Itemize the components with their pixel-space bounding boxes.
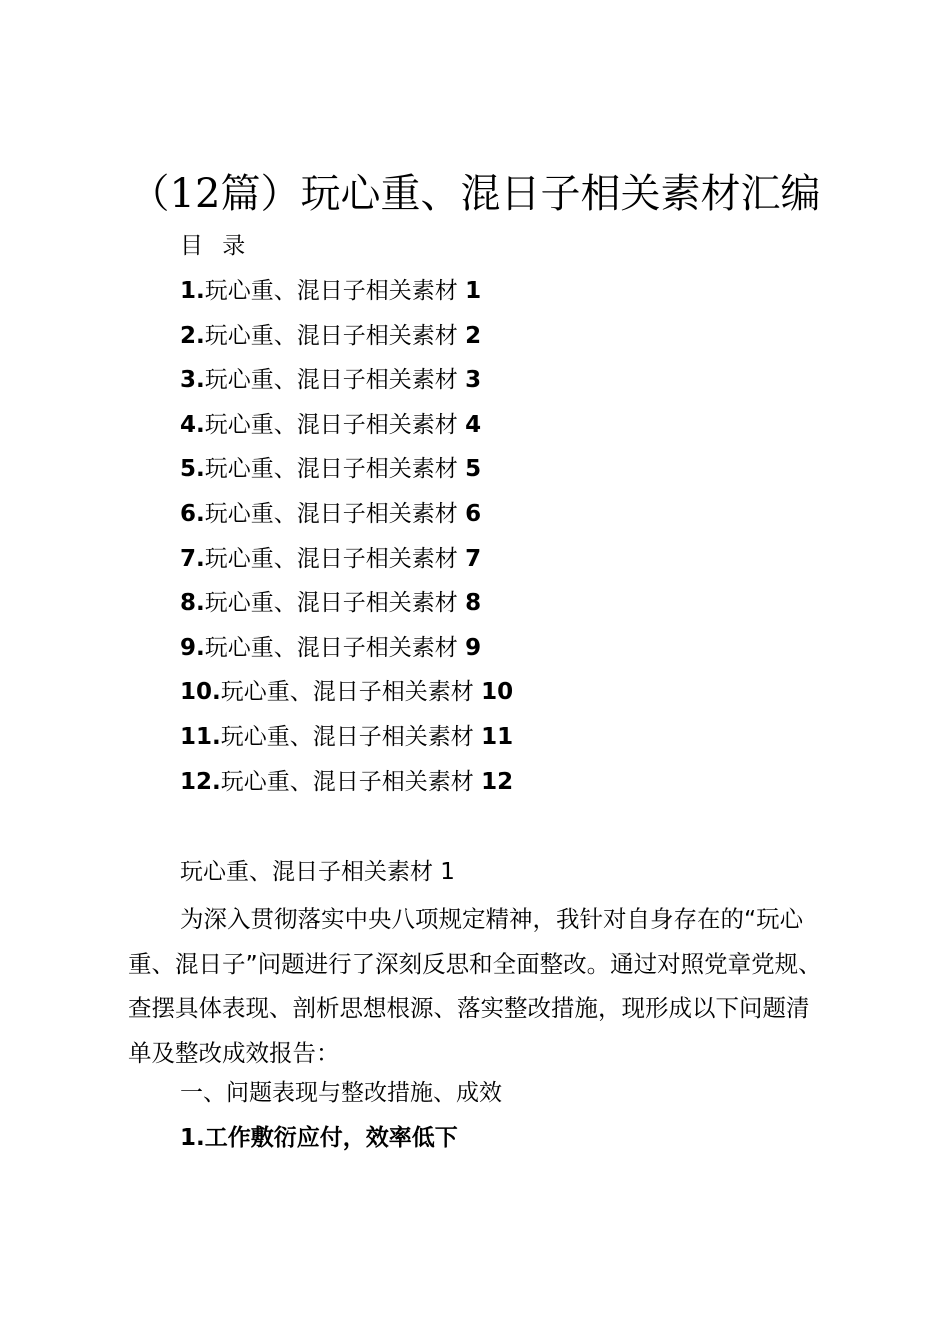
toc-item-page: 3 [465, 367, 482, 394]
toc-item-page: 1 [465, 278, 482, 304]
toc-item-number: 12. [180, 768, 221, 795]
toc-item[interactable] [180, 542, 513, 587]
point-heading: 1.工作敷衍应付，效率低下 [180, 1125, 458, 1151]
toc-item[interactable] [180, 319, 513, 364]
toc-item-page: 11 [481, 723, 514, 750]
toc-item-text: 玩心重、混日子相关素材 [220, 723, 474, 750]
toc-item-number: 6. [180, 500, 205, 527]
toc-item-number: 4. [180, 411, 205, 438]
toc-item-text: 玩心重、混日子相关素材 [204, 590, 458, 617]
toc-item[interactable] [180, 586, 513, 631]
toc-item-number: 1. [180, 278, 205, 304]
toc-item-page: 2 [465, 322, 482, 349]
toc-item[interactable] [180, 408, 513, 453]
toc-item-text: 玩心重、混日子相关素材 [220, 679, 474, 706]
toc-item-text: 玩心重、混日子相关素材 [204, 278, 458, 304]
toc-item-text: 玩心重、混日子相关素材 [204, 411, 458, 438]
toc-item-text: 玩心重、混日子相关素材 [204, 322, 458, 349]
toc-item-number: 7. [180, 545, 205, 572]
section-title: 玩心重、混日子相关素材 1 [180, 859, 455, 885]
toc-item-page: 10 [481, 679, 514, 706]
toc-item-text: 玩心重、混日子相关素材 [204, 456, 458, 483]
toc-item[interactable] [180, 497, 513, 542]
toc-item[interactable] [180, 363, 513, 408]
toc-item-text: 玩心重、混日子相关素材 [204, 367, 458, 394]
toc-item-page: 5 [465, 456, 482, 483]
toc-item-text: 玩心重、混日子相关素材 [204, 545, 458, 572]
toc-item-number: 3. [180, 367, 205, 394]
toc-item-text: 玩心重、混日子相关素材 [204, 500, 458, 527]
toc-item-page: 12 [481, 768, 514, 795]
toc-item[interactable] [180, 675, 513, 720]
table-of-contents [180, 274, 513, 809]
section-subheading: 一、问题表现与整改措施、成效 [180, 1080, 502, 1106]
toc-item-number: 5. [180, 456, 205, 483]
intro-paragraph: 为深入贯彻落实中央八项规定精神，我针对自身存在的“玩心重、混日子”问题进行了深刻反思和全面整改。通过对照党章党规、查摆具体表现、剖析思想根源、落实整改措施，现形成以下问题清单及整改成效报告： [128, 905, 822, 1067]
toc-item-page: 6 [465, 500, 482, 527]
toc-item-page: 9 [465, 634, 482, 661]
toc-item-number: 2. [180, 322, 205, 349]
toc-item-page: 7 [465, 545, 482, 572]
toc-item-text: 玩心重、混日子相关素材 [220, 768, 474, 795]
document-title: （12篇）玩心重、混日子相关素材汇编 [129, 171, 821, 217]
toc-item-number: 9. [180, 634, 205, 661]
toc-item-number: 8. [180, 590, 205, 617]
toc-item[interactable] [180, 765, 513, 810]
toc-item-number: 10. [180, 679, 221, 706]
toc-item[interactable] [180, 720, 513, 765]
toc-item-text: 玩心重、混日子相关素材 [204, 634, 458, 661]
toc-item-number: 11. [180, 723, 221, 750]
toc-heading: 目 录 [180, 233, 252, 259]
toc-item[interactable] [180, 631, 513, 676]
toc-item-page: 8 [465, 590, 482, 617]
toc-item-page: 4 [465, 411, 482, 438]
toc-item[interactable] [180, 274, 513, 319]
toc-item[interactable] [180, 452, 513, 497]
